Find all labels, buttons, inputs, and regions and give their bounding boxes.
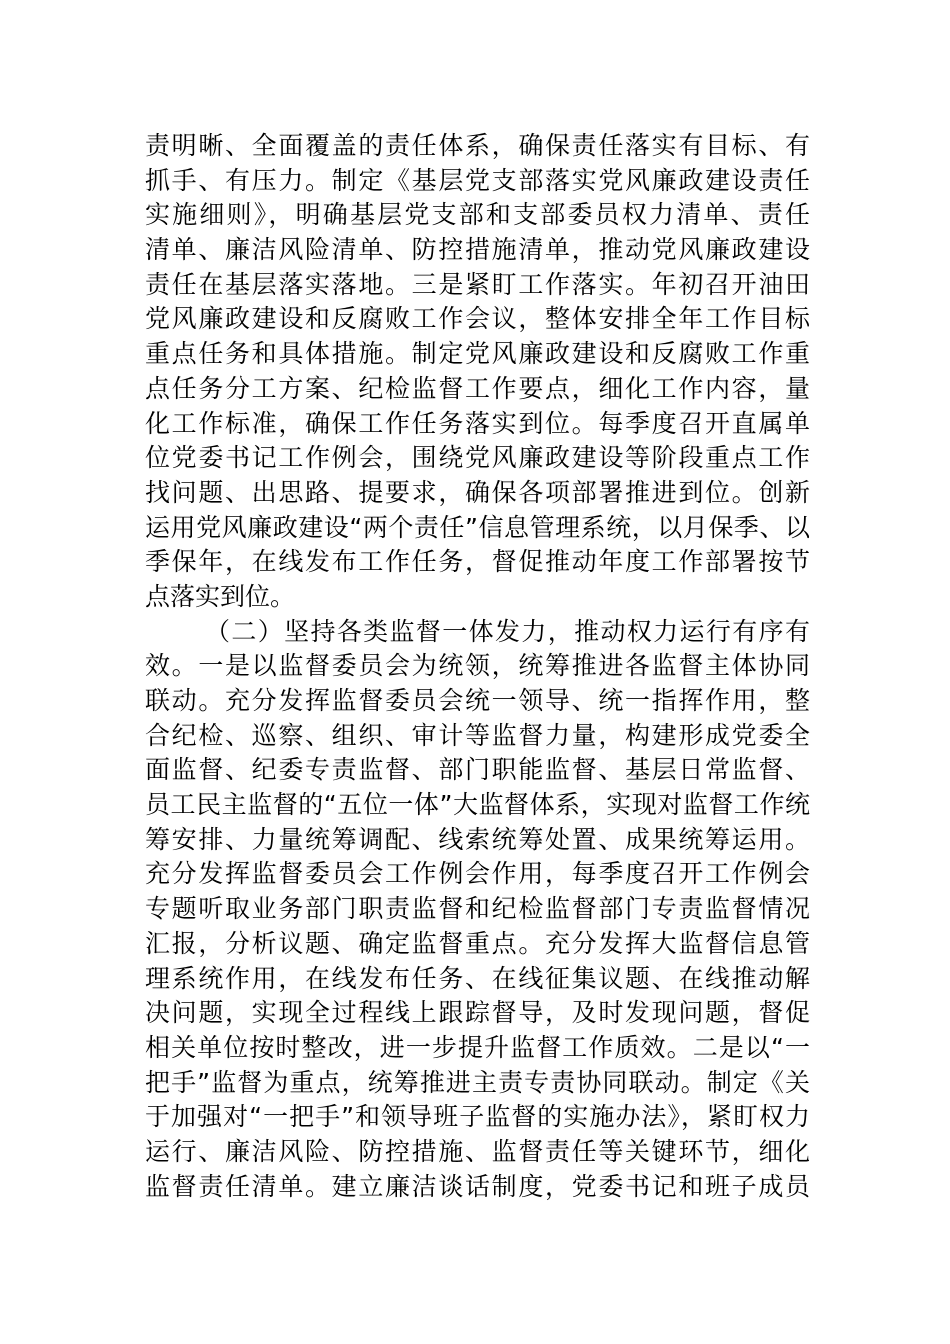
text-line: 点任务分工方案、纪检监督工作要点，细化工作内容，量 [145,373,810,403]
text-line: 面监督、纪委专责监督、部门职能监督、基层日常监督、 [145,755,810,785]
text-line: 抓手、有压力。制定《基层党支部落实党风廉政建设责任 [145,165,810,195]
text-line: 相关单位按时整改，进一步提升监督工作质效。二是以“一 [145,1032,810,1062]
text-line: 汇报，分析议题、确定监督重点。充分发挥大监督信息管 [145,928,810,958]
text-line: 位党委书记工作例会，围绕党风廉政建设等阶段重点工作 [145,443,810,473]
text-line: 党风廉政建设和反腐败工作会议，整体安排全年工作目标 [145,304,810,334]
text-line: 运行、廉洁风险、防控措施、监督责任等关键环节，细化 [145,1136,810,1166]
body-text [145,129,810,1204]
text-line: 理系统作用，在线发布任务、在线征集议题、在线推动解 [145,963,810,993]
text-line: 效。一是以监督委员会为统领，统筹推进各监督主体协同 [145,651,810,681]
text-line: 找问题、出思路、提要求，确保各项部署推进到位。创新 [145,477,810,507]
text-line: 监督责任清单。建立廉洁谈话制度，党委书记和班子成员 [145,1171,810,1201]
text-line: 点落实到位。 [145,581,296,611]
text-line: 责任在基层落实落地。三是紧盯工作落实。年初召开油田 [145,269,810,299]
text-line: 责明晰、全面覆盖的责任体系，确保责任落实有目标、有 [145,131,810,160]
text-line: 联动。充分发挥监督委员会统一领导、统一指挥作用，整 [145,686,810,715]
text-line: 季保年，在线发布工作任务，督促推动年度工作部署按节 [145,547,810,577]
text-line: 把手”监督为重点，统筹推进主责专责协同联动。制定《关 [145,1067,810,1097]
text-line: 员工民主监督的“五位一体”大监督体系，实现对监督工作统 [145,790,810,820]
text-line: 筹安排、力量统筹调配、线索统筹处置、成果统筹运用。 [145,824,810,854]
text-line: 实施细则》，明确基层党支部和支部委员权力清单、责任 [145,200,810,230]
text-line: 重点任务和具体措施。制定党风廉政建设和反腐败工作重 [145,339,810,369]
text-line: 专题听取业务部门职责监督和纪检监督部门专责监督情况 [145,894,810,924]
text-line: 化工作标准，确保工作任务落实到位。每季度召开直属单 [145,408,810,438]
text-line: 于加强对“一把手”和领导班子监督的实施办法》，紧盯权力 [145,1102,810,1132]
text-line: 合纪检、巡察、组织、审计等监督力量，构建形成党委全 [145,720,810,750]
section-heading-line: （二）坚持各类监督一体发力，推动权力运行有序有 [205,616,810,646]
text-line: 运用党风廉政建设“两个责任”信息管理系统，以月保季、以 [145,512,810,542]
text-line: 充分发挥监督委员会工作例会作用，每季度召开工作例会 [145,859,810,889]
text-line: 决问题，实现全过程线上跟踪督导，及时发现问题，督促 [145,998,810,1028]
text-line: 清单、廉洁风险清单、防控措施清单，推动党风廉政建设 [145,235,810,265]
